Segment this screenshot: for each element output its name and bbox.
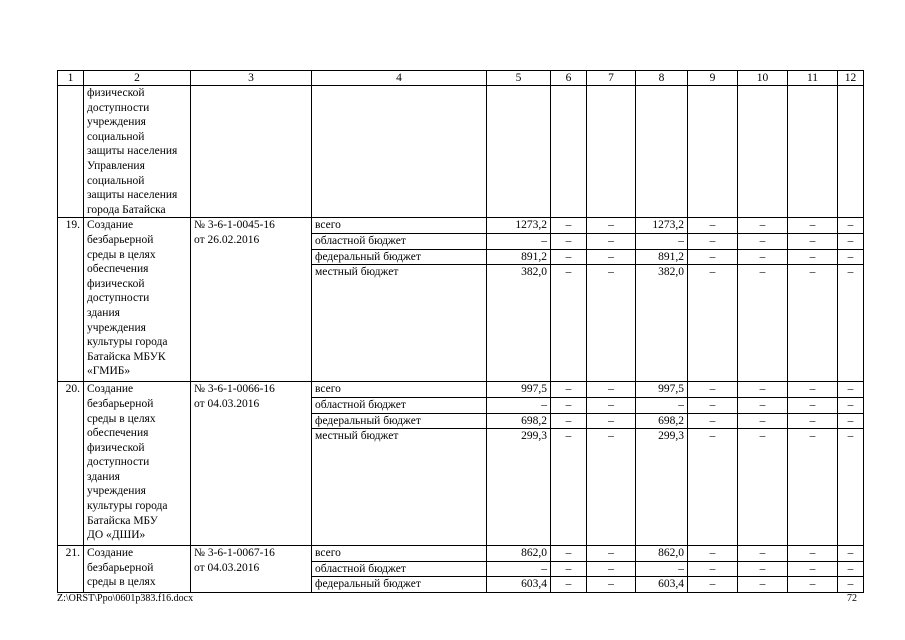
value-cell: –: [636, 561, 688, 577]
empty-cell: [312, 86, 487, 218]
value-cell: –: [838, 382, 864, 398]
object-name-line: города Батайска: [87, 203, 166, 216]
object-name-cell: [84, 218, 191, 382]
object-name-line: обеспечения: [87, 263, 149, 276]
value-cell: –: [688, 546, 738, 562]
header-row: [58, 71, 864, 86]
object-name-line: «ГМИБ»: [87, 365, 131, 378]
value-cell: –: [838, 265, 864, 382]
table-row: [58, 546, 864, 562]
object-name-line: доступности: [87, 292, 150, 305]
empty-cell: [487, 86, 551, 218]
object-name-cell: [84, 546, 191, 593]
object-name-line: учреждения: [87, 321, 146, 334]
value-cell: –: [838, 413, 864, 429]
value-cell: –: [788, 382, 838, 398]
value-cell: –: [636, 233, 688, 249]
value-cell: –: [551, 546, 587, 562]
value-cell: –: [587, 397, 636, 413]
value-cell: –: [487, 561, 551, 577]
column-header: 5: [487, 71, 551, 86]
value-cell: –: [551, 218, 587, 234]
value-cell: –: [487, 397, 551, 413]
column-header: 1: [58, 71, 84, 86]
value-cell: –: [551, 397, 587, 413]
object-name-cell: [84, 382, 191, 546]
object-name-line: учреждения: [87, 116, 146, 129]
value-cell: –: [788, 233, 838, 249]
column-header: 3: [191, 71, 312, 86]
document-line: № 3-6-1-0045-16: [194, 219, 275, 232]
value-cell: –: [551, 249, 587, 265]
value-cell: –: [738, 413, 788, 429]
funding-source: местный бюджет: [312, 265, 487, 382]
value-cell: –: [587, 233, 636, 249]
value-cell: –: [587, 249, 636, 265]
value-cell: –: [688, 265, 738, 382]
value-cell: 862,0: [487, 546, 551, 562]
object-name-line: культуры города: [87, 500, 168, 513]
value-cell: –: [551, 429, 587, 546]
object-name-line: социальной: [87, 174, 145, 187]
value-cell: –: [838, 218, 864, 234]
object-name-line: безбарьерной: [87, 397, 154, 410]
document-line: от 26.02.2016: [194, 233, 260, 246]
value-cell: 299,3: [487, 429, 551, 546]
empty-cell: [838, 86, 864, 218]
value-cell: –: [587, 561, 636, 577]
document-line: № 3-6-1-0066-16: [194, 383, 275, 396]
value-cell: –: [587, 218, 636, 234]
value-cell: –: [738, 546, 788, 562]
empty-cell: [688, 86, 738, 218]
value-cell: –: [688, 233, 738, 249]
value-cell: –: [587, 577, 636, 593]
value-cell: –: [587, 382, 636, 398]
value-cell: –: [838, 577, 864, 593]
value-cell: –: [738, 397, 788, 413]
value-cell: –: [788, 397, 838, 413]
value-cell: –: [636, 397, 688, 413]
value-cell: 891,2: [636, 249, 688, 265]
value-cell: –: [487, 233, 551, 249]
footer-page-number: 72: [847, 593, 857, 604]
value-cell: –: [838, 397, 864, 413]
table-row: [58, 218, 864, 234]
value-cell: –: [788, 577, 838, 593]
column-header: 4: [312, 71, 487, 86]
value-cell: 603,4: [636, 577, 688, 593]
value-cell: –: [738, 429, 788, 546]
column-header: 10: [738, 71, 788, 86]
value-cell: 698,2: [487, 413, 551, 429]
value-cell: –: [788, 249, 838, 265]
value-cell: –: [838, 233, 864, 249]
document-cell: [191, 382, 312, 546]
object-name-line: физической: [87, 277, 145, 290]
row-number-cell: [58, 86, 84, 218]
object-name-line: Батайска МБУ: [87, 514, 158, 527]
funding-source: местный бюджет: [312, 429, 487, 546]
value-cell: 997,5: [636, 382, 688, 398]
object-name-line: Создание: [87, 219, 134, 232]
value-cell: –: [551, 265, 587, 382]
column-header: 2: [84, 71, 191, 86]
object-name-line: Создание: [87, 547, 134, 560]
funding-source: федеральный бюджет: [312, 577, 487, 593]
value-cell: –: [587, 265, 636, 382]
value-cell: –: [688, 218, 738, 234]
object-name-line: среды в целях: [87, 248, 156, 261]
value-cell: –: [738, 561, 788, 577]
footer-file-path: Z:\ORST\Ppo\0601p383.f16.docx: [57, 593, 194, 604]
funding-source: всего: [312, 218, 487, 234]
value-cell: –: [738, 233, 788, 249]
value-cell: –: [688, 397, 738, 413]
object-name-line: физической: [87, 87, 145, 99]
empty-cell: [636, 86, 688, 218]
object-name-line: физической: [87, 441, 145, 454]
value-cell: –: [738, 218, 788, 234]
value-cell: 997,5: [487, 382, 551, 398]
value-cell: –: [551, 577, 587, 593]
object-name-line: учреждения: [87, 485, 146, 498]
row-number: 20.: [58, 382, 84, 546]
value-cell: –: [551, 561, 587, 577]
document-cell: [191, 218, 312, 382]
column-header: 8: [636, 71, 688, 86]
column-header: 12: [838, 71, 864, 86]
value-cell: 862,0: [636, 546, 688, 562]
value-cell: 603,4: [487, 577, 551, 593]
value-cell: –: [688, 429, 738, 546]
value-cell: –: [551, 233, 587, 249]
object-name-line: культуры города: [87, 336, 168, 349]
budget-table: [57, 70, 864, 593]
funding-source: всего: [312, 546, 487, 562]
object-name-line: защиты населения: [87, 189, 178, 202]
value-cell: –: [688, 413, 738, 429]
funding-source: федеральный бюджет: [312, 249, 487, 265]
object-name-line: доступности: [87, 456, 150, 469]
column-header: 9: [688, 71, 738, 86]
funding-source: федеральный бюджет: [312, 413, 487, 429]
empty-cell: [587, 86, 636, 218]
value-cell: –: [788, 265, 838, 382]
value-cell: 1273,2: [636, 218, 688, 234]
value-cell: 382,0: [636, 265, 688, 382]
value-cell: –: [738, 265, 788, 382]
value-cell: –: [738, 249, 788, 265]
value-cell: 698,2: [636, 413, 688, 429]
object-name-line: среды в целях: [87, 412, 156, 425]
document-line: от 04.03.2016: [194, 397, 260, 410]
document-cell: [191, 546, 312, 593]
object-name-line: здания: [87, 470, 120, 483]
table-row: [58, 382, 864, 398]
object-name-line: социальной: [87, 130, 145, 143]
object-name-cell: [84, 86, 191, 218]
value-cell: 1273,2: [487, 218, 551, 234]
value-cell: 382,0: [487, 265, 551, 382]
value-cell: –: [838, 249, 864, 265]
value-cell: –: [788, 413, 838, 429]
value-cell: –: [551, 413, 587, 429]
funding-source: всего: [312, 382, 487, 398]
object-name-line: среды в целях: [87, 576, 156, 589]
value-cell: –: [688, 577, 738, 593]
document-line: № 3-6-1-0067-16: [194, 547, 275, 560]
object-name-line: безбарьерной: [87, 561, 154, 574]
row-number: 21.: [58, 546, 84, 593]
value-cell: –: [738, 382, 788, 398]
value-cell: –: [688, 561, 738, 577]
funding-source: областной бюджет: [312, 561, 487, 577]
value-cell: –: [838, 561, 864, 577]
value-cell: 299,3: [636, 429, 688, 546]
value-cell: –: [587, 429, 636, 546]
document-line: от 04.03.2016: [194, 561, 260, 574]
empty-cell: [551, 86, 587, 218]
value-cell: –: [587, 413, 636, 429]
funding-source: областной бюджет: [312, 233, 487, 249]
empty-cell: [738, 86, 788, 218]
table-row-continuation: [58, 86, 864, 218]
value-cell: –: [551, 382, 587, 398]
row-number: 19.: [58, 218, 84, 382]
value-cell: –: [838, 546, 864, 562]
column-header: 6: [551, 71, 587, 86]
funding-source: областной бюджет: [312, 397, 487, 413]
empty-cell: [788, 86, 838, 218]
empty-cell: [191, 86, 312, 218]
value-cell: 891,2: [487, 249, 551, 265]
column-header: 11: [788, 71, 838, 86]
value-cell: –: [838, 429, 864, 546]
object-name-line: Создание: [87, 383, 134, 396]
value-cell: –: [788, 218, 838, 234]
object-name-line: Управления: [87, 159, 145, 172]
value-cell: –: [688, 382, 738, 398]
value-cell: –: [788, 429, 838, 546]
value-cell: –: [788, 561, 838, 577]
column-header: 7: [587, 71, 636, 86]
value-cell: –: [788, 546, 838, 562]
value-cell: –: [738, 577, 788, 593]
object-name-line: доступности: [87, 101, 150, 114]
object-name-line: здания: [87, 306, 120, 319]
object-name-line: Батайска МБУК: [87, 350, 166, 363]
object-name-line: защиты населения: [87, 145, 178, 158]
value-cell: –: [688, 249, 738, 265]
object-name-line: ДО «ДШИ»: [87, 529, 146, 542]
object-name-line: безбарьерной: [87, 233, 154, 246]
object-name-line: обеспечения: [87, 427, 149, 440]
value-cell: –: [587, 546, 636, 562]
